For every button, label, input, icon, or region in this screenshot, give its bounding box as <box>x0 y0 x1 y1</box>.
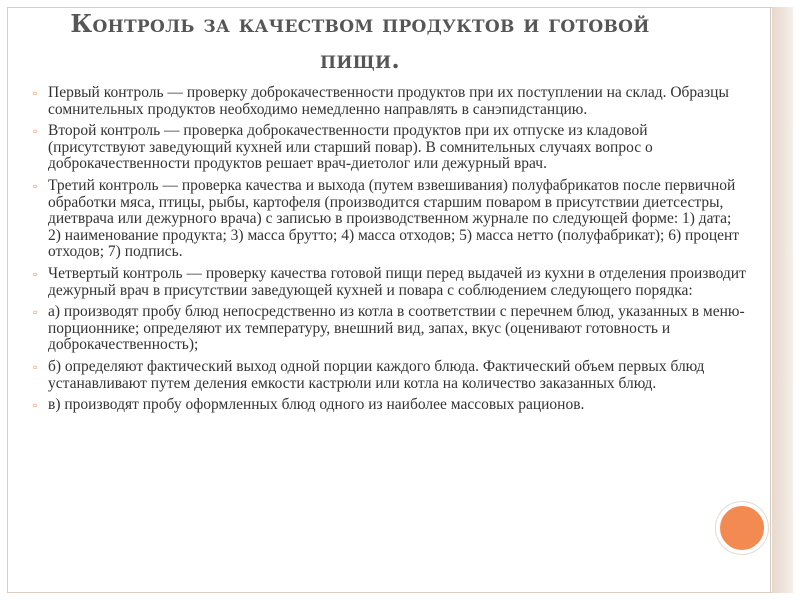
slide-title: Контроль за качеством продуктов и готовой пищи. <box>70 9 650 74</box>
list-item-text: а) производят пробу блюд непосредственно из котла в соответствии с перечнем блюд, указанных в меню-порционнике; определяют их температуру, внешний вид, запах, вкус (оценивают готовность и доброкачественность); <box>48 303 745 354</box>
list-item <box>33 178 748 261</box>
list-item <box>33 304 748 354</box>
list-item <box>33 123 748 173</box>
list-item <box>33 85 748 118</box>
bullet-icon: ▫ <box>33 359 38 374</box>
list-item <box>33 397 748 414</box>
bullet-icon: ▫ <box>33 178 38 193</box>
bullet-icon: ▫ <box>33 124 38 139</box>
list-item-text: Второй контроль — проверка доброкачественности продуктов при их отпуске из кладовой (присутствуют заведующий кухней или старший повар). В сомнительных случаях вопрос о доброкачественности продуктов решает врач-диетолог или дежурный врач. <box>48 122 653 173</box>
bullet-icon: ▫ <box>33 305 38 320</box>
sidebar-divider <box>770 7 771 593</box>
list-item-text: Третий контроль — проверка качества и выхода (путем взвешивания) полуфабрикатов после первичной обработки мяса, птицы, рыбы, картофеля (производится старшим поваром в присутствии диетсестры, диетврача или дежурного врача) с записью в производственном журнале по следующей форме: 1) дата; 2) наименование продукта; 3) масса брутто; 4) масса отходов; 5) масса нетто (полуфабрикат); 6) процент отходов; 7) подпись. <box>48 176 740 261</box>
accent-circle-icon <box>716 502 768 554</box>
decorative-side-bar <box>772 7 793 593</box>
bullet-icon: ▫ <box>33 86 38 100</box>
list-item <box>33 359 748 392</box>
list-item-text: б) определяют фактический выход одной порции каждого блюда. Фактический объем первых блюд устанавливают путем деления емкости кастрюли или котла на количество заказанных блюд. <box>48 357 705 392</box>
list-item-text: Первый контроль — проверку доброкачественности продуктов при их поступлении на склад. Образцы сомнительных продуктов необходимо немедленно направлять в санэпидстанцию. <box>48 84 729 118</box>
list-item-text: Четвертый контроль — проверку качества готовой пищи перед выдачей из кухни в отделения производит дежурный врач в присутствии заведующей кухней и повара с соблюдением следующего порядка: <box>48 264 746 299</box>
bullet-icon: ▫ <box>33 398 38 413</box>
list-item <box>33 266 748 299</box>
list-item-text: в) производят пробу оформленных блюд одного из наиболее массовых рационов. <box>48 396 585 414</box>
bullet-list <box>33 85 748 419</box>
bullet-icon: ▫ <box>33 266 38 281</box>
